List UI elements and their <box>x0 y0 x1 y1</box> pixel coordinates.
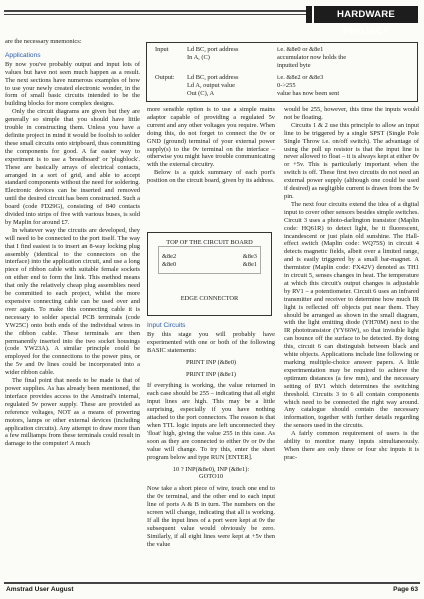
paragraph: more sensible option is to use a simple mains adaptor capable of providing a regulated 5v current and any other voltages you require. When doing this, do not forget to connect the 0v or GND (ground) terminal of your external power supply(s) to the 0v terminal on the interface – otherwise you might have trouble communicating with the external circuitry. <box>147 106 275 169</box>
paragraph: Circuits 1 & 2 use this principle to allow an input line to be triggered by a single SPST (Single Pole Single Throw i.e. on/off switch). The advantage of using the pull up resistor is that the input line is never allowed to float – it is always kept at either 0v or +5v. This is particularly important when the switch is off. These first two circuits do not need an external power supply (although one could be used if desired) as negligible current is drawn from the 5v pin. <box>284 121 419 200</box>
paragraph: By this stage you will probably have experimented with one or both of the following BASIC statements: <box>147 330 275 354</box>
page-footer <box>4 582 420 596</box>
heading-input-circuits: Input Circuits <box>147 322 186 329</box>
code-line: PRINT INP (&8e1) <box>185 370 237 378</box>
paragraph: If everything is working, the value returned in each case should be 255 – indicating that all eight input lines are high. This may be a little surprising, especially if you have nothing attached to the port connectors. The reason is that when TTL logic inputs are left unconnected they 'float' high, giving the value 255 in this case. As soon as they are connected to either 0v or 0v the value will change. To try this, enter the short program below and type RUN [ENTER]. <box>147 382 275 461</box>
code-line: GOTO10 <box>198 473 224 481</box>
paragraph: Only the circuit diagrams are given but they are generally so simple that you should have little trouble in constructing them. Unless you have a definite project in mind it would be foolish to solder these small circuits onto stripboard, thus committing the components for good. A far easier way to experiment is to use a 'breadboard' or 'plugblock'. These are basically arrays of electrical contacts, arranged in a sort of grid, and able to accept standard components without the need for soldering. Electronic devices can be inserted and removed until the desired circuit has been constructed. Such a board (code FD29G), consisting of 840 contacts divided into strips of five with various buses, is sold by Maplin for around £7. <box>5 108 140 226</box>
paragraph: Below is a quick summary of each port's position on the circuit board, given by its address. <box>147 169 275 185</box>
port-address: &8e1 <box>242 261 257 268</box>
code-line: PRINT INP (&8e0) <box>185 358 237 366</box>
paragraph: In whatever way the circuits are developed, they will need to be connected to the port itself. The way that I find easiest is to insert an 8-way locking plug assembly (identical to the connectors on the interface) into the application circuit, and use a long piece of ribbon cable with suitable female sockets on either end to form the link. This method means that only the relatively cheap plug assemblies need be committed to each project, whilst the more expensive connecting cable can be used over and over again. To make this connecting cable it is necessary to solder special PCB terminals (code YW25C) onto both ends of the individual wires in the ribbon cable. These terminals are then permanently inserted into the two socket housings (code YW23A). A similar principle could be employed for the connections to the power pins, or the 5v and 0v lines could be incorporated into a wider ribbon cable. <box>5 226 140 377</box>
code-line: 10 ? INP(&8e0), INP (&8e1): <box>172 465 250 473</box>
header-rule <box>4 10 311 12</box>
header-rule-thin <box>4 14 311 15</box>
circuit-board-diagram <box>147 232 272 316</box>
board-port-area <box>158 246 261 274</box>
paragraph: By now you've probably output and input lots of values but have not seen much happen as a result. The next sections have numerous examples of how to use your newly created electronic wonder, in the form of small basic circuits intended to be the building blocks for more complex designs. <box>5 60 140 108</box>
footer-publication: Amstrad User August <box>6 586 74 593</box>
column-3 <box>284 106 419 462</box>
paragraph: The final point that needs to be made is that of power supplies. As has already been mentioned, the interface provides access to the Amstrad's internal, regulated 5v power supply. These are provided as reference voltages, NOT as a means of powering motors, lamps or other external devices (including application circuits). Any attempt to draw more than a few milliamps from these terminals could result in damage to the computer! A much <box>5 377 140 448</box>
section-title: HARDWARE PROJECT <box>336 9 396 37</box>
heading-applications: Applications <box>5 51 41 59</box>
page-number: Page 63 <box>393 586 418 593</box>
paragraph: A fairly common requirement of users is the ability to monitor many inputs simultaneously. When there are only three or four shc inputs it is prac- <box>284 430 419 461</box>
paragraph: would be 255, however, this time the inputs would not be floating. <box>284 106 419 121</box>
mnemonics-box: Input Ld BC, port address i.e. &8e0 or &8e1 In A, (C) accumulator now holds the inputted byte Output: Ld BC, port address i.e. &8e2 or &8e3 Ld A, output value 0->255 Out (C), A value has now been sent <box>146 42 418 102</box>
intro-line: are the necessary mnemonics: <box>5 38 82 45</box>
port-address: &8e3 <box>242 253 257 260</box>
paragraph: Now take a short piece of wire, touch one end to the 0v terminal, and the other end to each input line of ports A & B in turn. The numbers on the screen will change, indicating that all is working. If all the input lines of a port were kept at 0v the subsequent value would obviously be zero. Similarly, if all eight lines were kept at +5v then the value <box>147 485 275 548</box>
board-edge-label: EDGE CONNECTOR <box>180 295 239 302</box>
board-title: TOP OF THE CIRCUIT BOARD <box>166 239 253 246</box>
paragraph: The next four circuits extend the idea of a digital input to cover other sensors besides simple switches. Circuit 3 uses a photo-darlington transistor (Maplin code: HQ61R) to detect light, be it fluorescent, incandescent or just plain old sunshine. The Hall-effect switch (Maplin code: WQ75S) in circuit 4 detects magnetic fields, albeit over a limited range, and is easily triggered by a small bar-magnet. A thermistor (Maplin code: FX42V) denoted as TH1 in circuit 5, senses changes in heat. The temperature at which this circuit's output changes is adjustable by RV1 – a potentiometer. Circuit 6 uses an infrared transmitter and receiver to determine how much IR light is reflected off objects put near them. They should be arranged as shown in the small diagram, with the light emitting diode (YH70M) next to the IR phototransistor (YY66W), so that invisible light can bounce off the surface to be detected. By doing this, circuit 6 can distinguish between black and white objects. Applications include line following or marking multiple-choice answer papers. A little experimentation may be required to achieve the optimum distances (a few mm), and the necessary setting of RV1 which determines the switching threshold. Circuits 3 to 6 all contain components which need to be connected the right way around. Any catalogue should contain the necessary information, together with further details regarding the sensors used in the circuits. <box>284 200 419 430</box>
port-address: &8e0 <box>162 261 177 268</box>
section-title-tab <box>314 6 418 37</box>
column-2-lower <box>147 322 275 549</box>
column-2 <box>147 106 275 185</box>
port-address: &8e2 <box>162 253 177 260</box>
column-1 <box>5 38 140 448</box>
